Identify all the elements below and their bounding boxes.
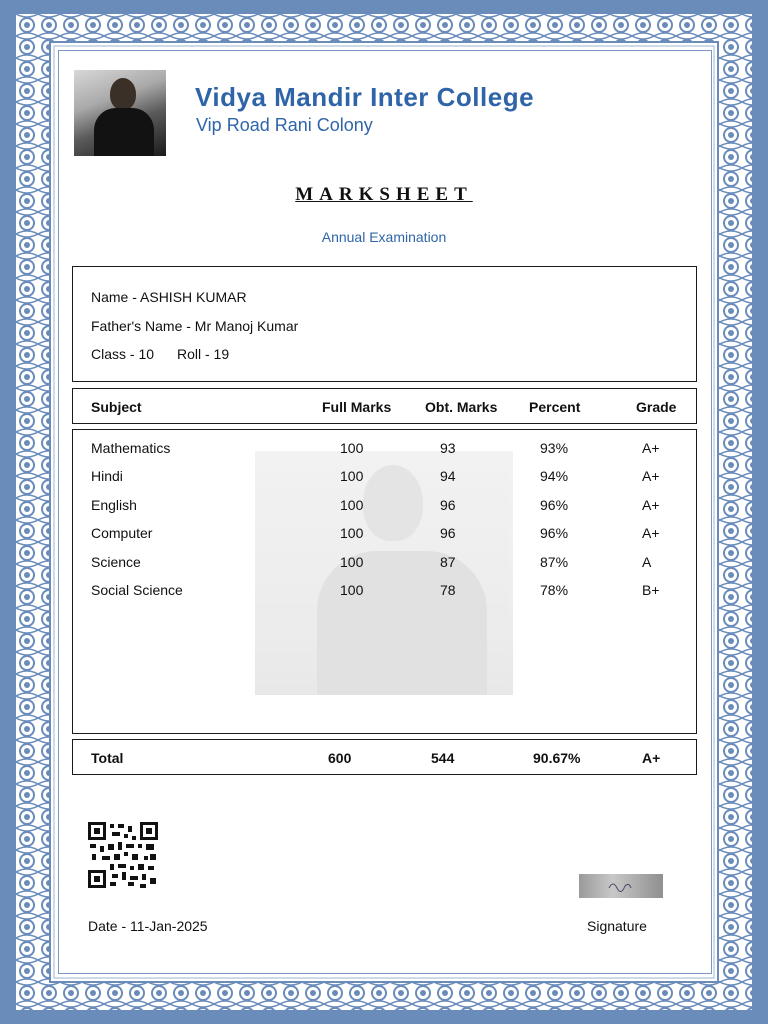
- total-obt-marks: 544: [431, 750, 455, 766]
- obt-marks-cell: 96: [440, 525, 456, 541]
- subject-cell: Computer: [91, 525, 153, 541]
- subject-cell: Science: [91, 554, 141, 570]
- full-marks-cell: 100: [340, 554, 364, 570]
- total-label: Total: [91, 750, 124, 766]
- percent-cell: 94%: [540, 468, 569, 484]
- document-title-text: MARKSHEET: [295, 184, 473, 205]
- header-grade: Grade: [636, 399, 677, 415]
- full-marks-cell: 100: [340, 468, 364, 484]
- grade-cell: A+: [642, 440, 660, 456]
- percent-cell: 93%: [540, 440, 569, 456]
- total-full-marks: 600: [328, 750, 352, 766]
- subject-cell: Mathematics: [91, 440, 171, 456]
- document-title: [0, 184, 768, 206]
- college-name: Vidya Mandir Inter College: [195, 82, 535, 112]
- full-marks-cell: 100: [340, 440, 364, 456]
- full-marks-cell: 100: [340, 582, 364, 598]
- student-name: Name - ASHISH KUMAR: [91, 289, 247, 305]
- percent-cell: 87%: [540, 554, 569, 570]
- issue-date: Date - 11-Jan-2025: [88, 918, 208, 934]
- college-address: Vip Road Rani Colony: [196, 115, 373, 135]
- obt-marks-cell: 78: [440, 582, 456, 598]
- student-photo: [74, 70, 166, 156]
- signature-label: Signature: [587, 918, 647, 934]
- header-percent: Percent: [529, 399, 581, 415]
- header-full-marks: Full Marks: [322, 399, 392, 415]
- table-header-row: [72, 388, 697, 424]
- obt-marks-cell: 87: [440, 554, 456, 570]
- student-class: Class - 10: [91, 346, 155, 362]
- header-obt-marks: Obt. Marks: [425, 399, 498, 415]
- subject-cell: Hindi: [91, 468, 123, 484]
- header-subject: Subject: [91, 399, 142, 415]
- student-info-box: [72, 266, 697, 382]
- grade-cell: A: [642, 554, 652, 570]
- percent-cell: 78%: [540, 582, 569, 598]
- student-roll: Roll - 19: [177, 346, 230, 362]
- total-grade: A+: [642, 750, 661, 766]
- full-marks-cell: 100: [340, 497, 364, 513]
- marks-table-body: [72, 429, 697, 734]
- subject-cell: English: [91, 497, 137, 513]
- qr-code-icon: [88, 822, 158, 888]
- full-marks-cell: 100: [340, 525, 364, 541]
- total-percent: 90.67%: [533, 750, 581, 766]
- document-subtitle: Annual Examination: [321, 229, 447, 245]
- obt-marks-cell: 96: [440, 497, 456, 513]
- obt-marks-cell: 93: [440, 440, 456, 456]
- percent-cell: 96%: [540, 497, 569, 513]
- obt-marks-cell: 94: [440, 468, 456, 484]
- grade-cell: B+: [642, 582, 660, 598]
- percent-cell: 96%: [540, 525, 569, 541]
- father-name: Father's Name - Mr Manoj Kumar: [91, 318, 299, 334]
- grade-cell: A+: [642, 525, 660, 541]
- grade-cell: A+: [642, 497, 660, 513]
- signature-image: [579, 874, 663, 898]
- total-row: [72, 739, 697, 775]
- grade-cell: A+: [642, 468, 660, 484]
- subject-cell: Social Science: [91, 582, 183, 598]
